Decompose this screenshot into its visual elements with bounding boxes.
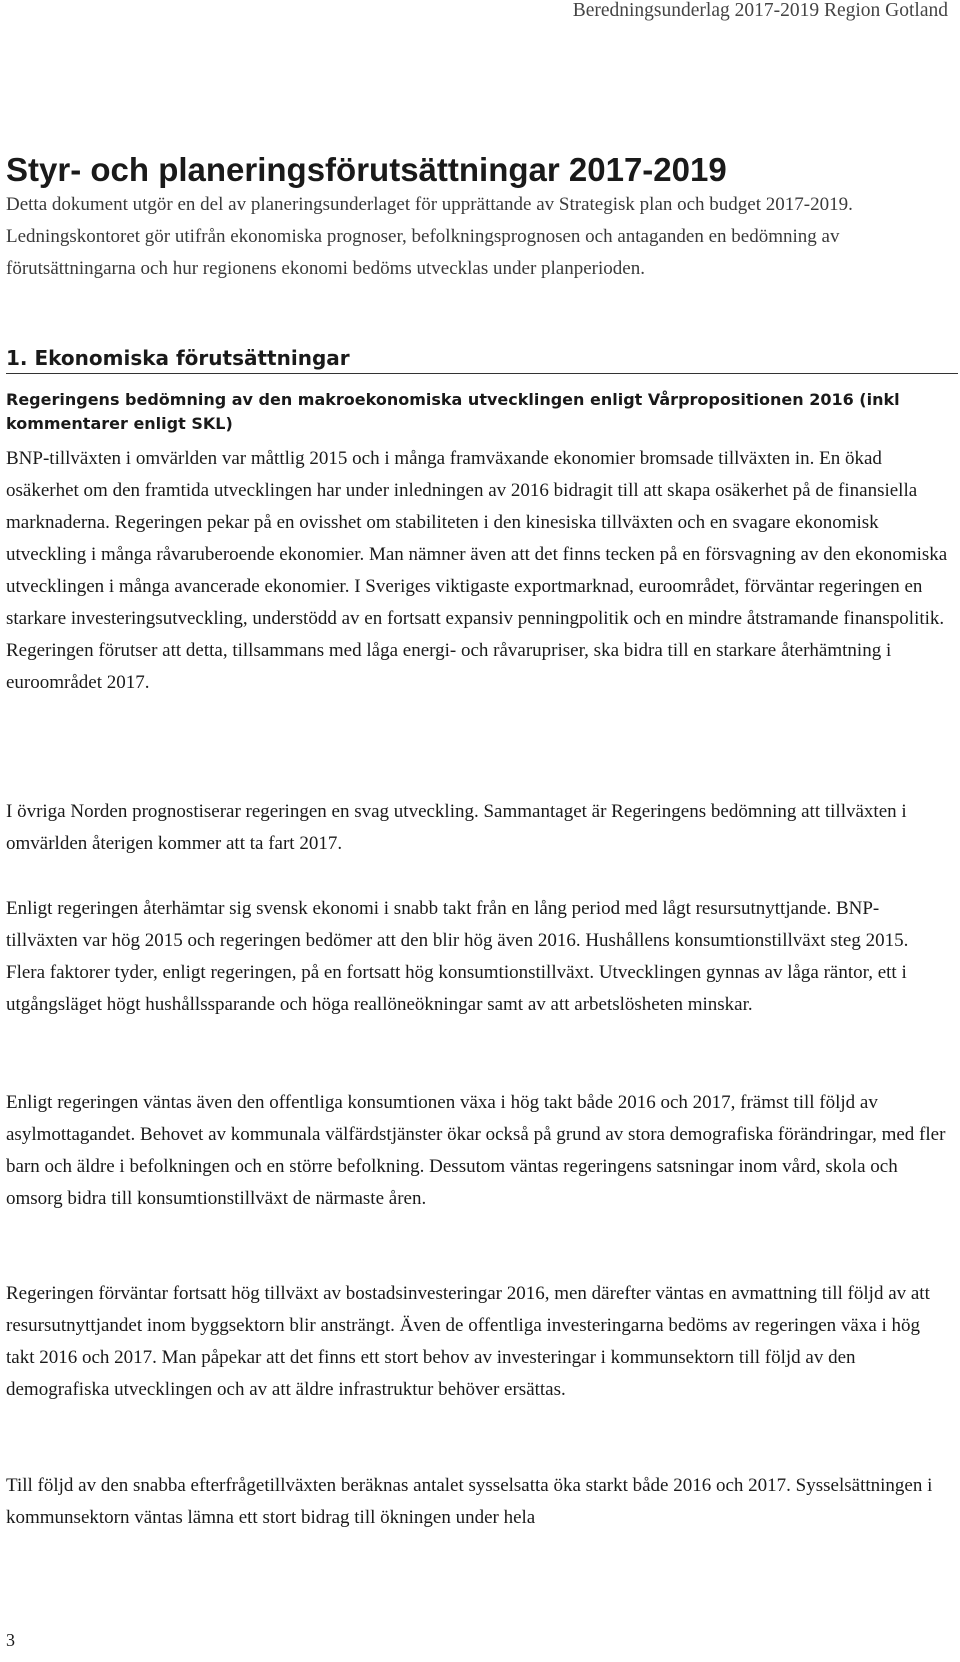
section-heading: 1. Ekonomiska förutsättningar <box>6 345 958 374</box>
sub-heading: Regeringens bedömning av den makroekonomiska utvecklingen enligt Vårpropositionen 2016 (inkl kommentarer enligt SKL) <box>6 390 900 433</box>
body-paragraph-5: Regeringen förväntar fortsatt hög tillväxt av bostadsinvesteringar 2016, men därefter väntas en avmattning till följd av att resursutnyttjandet inom byggsektorn blir ansträngt. Även de offentliga investeringarna bedöms av regeringen växa i hög takt 2016 och 2017. Man påpekar att det finns ett stort behov av investeringar i kommunsektorn till följd av den demografiska utvecklingen och av att äldre infrastruktur behöver ersättas. <box>6 1283 930 1400</box>
body-paragraph-4: Enligt regeringen väntas även den offentliga konsumtionen växa i hög takt både 2016 och 2017, främst till följd av asylmottagandet. Behovet av kommunala välfärdstjänster ökar också på grund av stora demografiska förändringar, med fler barn och äldre i befolkningen och en större befolkning. Dessutom väntas regeringens satsningar inom vård, skola och omsorg bidra till konsumtionstillväxt de närmaste åren. <box>6 1092 946 1209</box>
page-number: 3 <box>6 1630 15 1650</box>
body-paragraph-3: Enligt regeringen återhämtar sig svensk ekonomi i snabb takt från en lång period med lågt resursutnyttjande. BNP-tillväxten var hög 2015 och regeringen bedömer att den blir hög även 2016. Hushållens konsumtionstillväxt steg 2015. Flera faktorer tyder, enligt regeringen, på en fortsatt hög konsumtionstillväxt. Utvecklingen gynnas av låga räntor, ett i utgångsläget högt hushållssparande och höga reallöneökningar samt av att arbetslösheten minskar. <box>6 898 909 1015</box>
body-paragraph-6: Till följd av den snabba efterfrågetillväxten beräknas antalet sysselsatta öka starkt både 2016 och 2017. Sysselsättningen i kommunsektorn väntas lämna ett stort bidrag till ökningen under hela <box>6 1475 933 1528</box>
document-title: Styr- och planeringsförutsättningar 2017-2019 <box>6 151 727 188</box>
intro-paragraph: Detta dokument utgör en del av planeringsunderlaget för upprättande av Strategisk plan och budget 2017-2019. Ledningskontoret gör utifrån ekonomiska prognoser, befolkningsprognosen och antaganden en bedömning av förutsättningarna och hur regionens ekonomi bedöms utvecklas under planperioden. <box>6 194 853 279</box>
running-header: Beredningsunderlag 2017-2019 Region Gotland <box>572 0 948 21</box>
body-paragraph-2: I övriga Norden prognostiserar regeringen en svag utveckling. Sammantaget är Regeringens bedömning att tillväxten i omvärlden återigen kommer att ta fart 2017. <box>6 801 907 854</box>
body-paragraph-1: BNP-tillväxten i omvärlden var måttlig 2015 och i många framväxande ekonomier bromsade tillväxten in. En ökad osäkerhet om den framtida utvecklingen har under inledningen av 2016 bidragit till att skapa osäkerhet på de finansiella marknaderna. Regeringen pekar på en ovisshet om stabiliteten i den kinesiska tillväxten och en svagare ekonomisk utveckling i många råvaruberoende ekonomier. Man nämner även att det finns tecken på en försvagning av den ekonomiska utvecklingen i många avancerade ekonomier. I Sveriges viktigaste exportmarknad, euroområdet, förväntar regeringen en starkare investeringsutveckling, understödd av en fortsatt expansiv penningpolitik och en mindre åtstramande finanspolitik. Regeringen förutser att detta, tillsammans med låga energi- och råvarupriser, ska bidra till en starkare återhämtning i euroområdet 2017. <box>6 448 948 693</box>
